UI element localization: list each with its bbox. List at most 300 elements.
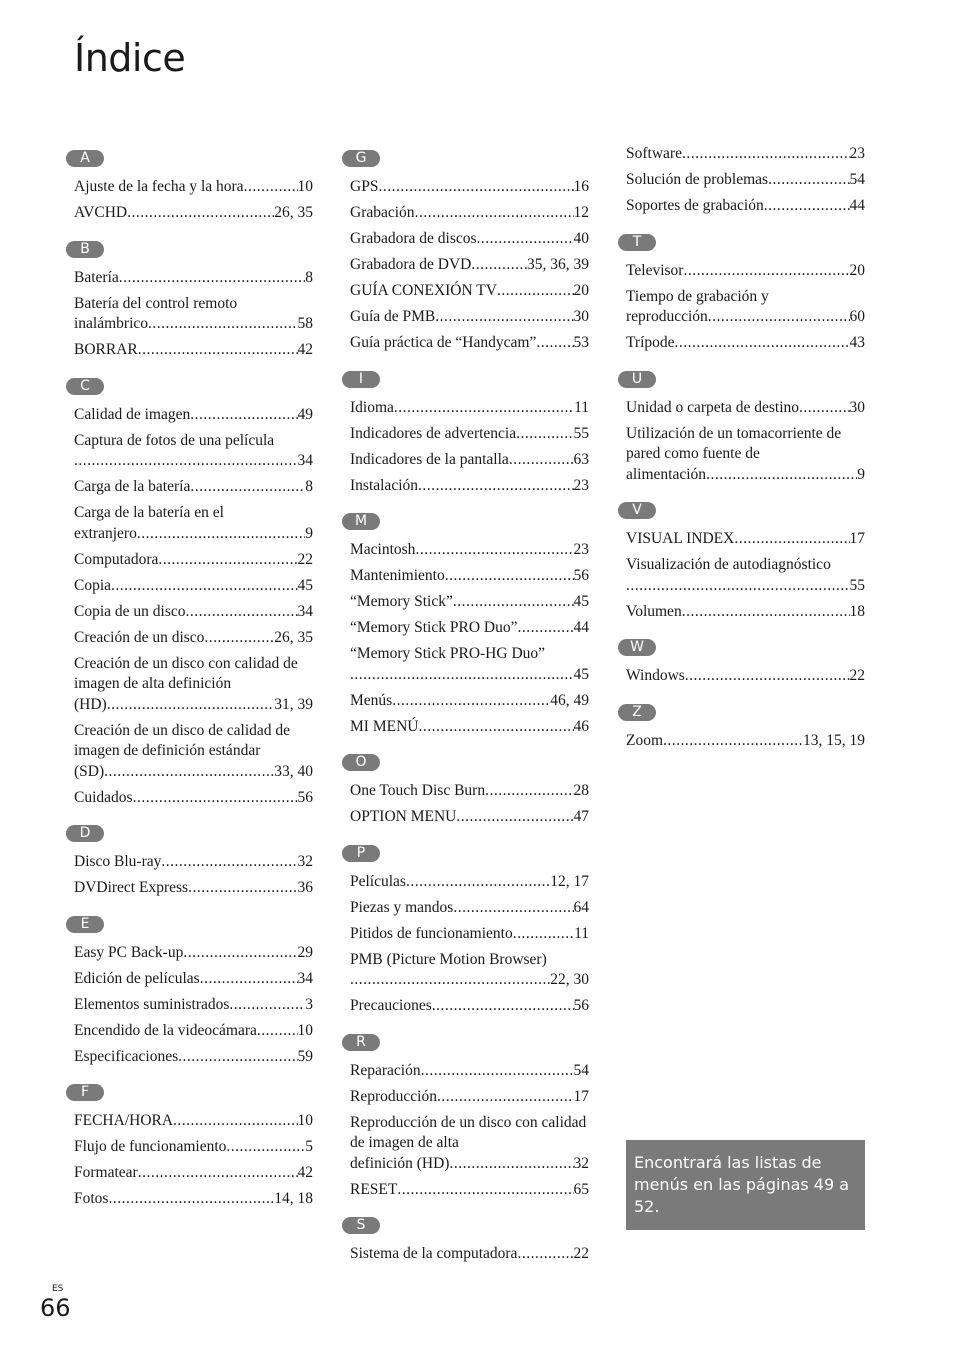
- section-letter-badge: F: [66, 1084, 104, 1101]
- entry-name: Televisor: [626, 261, 684, 279]
- index-entry: [626, 261, 865, 282]
- entry-name: Edición de películas: [74, 969, 200, 987]
- entry-name: “Memory Stick”: [350, 593, 453, 610]
- dot-leader: [378, 177, 573, 198]
- index-entry: [74, 576, 313, 597]
- entry-page-numbers: 32: [297, 853, 313, 870]
- entry-name: Indicadores de advertencia: [350, 424, 517, 442]
- entry-page-numbers: 56: [573, 997, 589, 1014]
- dot-leader: [158, 550, 297, 571]
- dot-leader: [449, 1154, 573, 1175]
- dot-leader: [663, 731, 803, 752]
- entry-name: “Memory Stick PRO-HG Duo”: [350, 645, 546, 662]
- dot-leader: [415, 540, 573, 561]
- entry-page-numbers: 22: [849, 667, 865, 684]
- index-section: [342, 1216, 589, 1265]
- dot-leader: [190, 477, 305, 498]
- dot-leader: [137, 524, 305, 545]
- entry-name: Captura de fotos de una película: [74, 431, 275, 449]
- index-entry: [350, 1180, 589, 1201]
- index-entry: [626, 287, 865, 328]
- entry-name: Elementos suministrados: [74, 995, 230, 1013]
- index-section: [618, 144, 865, 217]
- dot-leader: [706, 465, 857, 486]
- entry-name: Soportes de grabación: [626, 197, 764, 214]
- index-entry: [350, 950, 589, 991]
- entry-page-numbers: 5: [305, 1138, 313, 1155]
- entry-page-numbers: 12: [573, 204, 589, 221]
- dot-leader: [200, 969, 298, 990]
- entry-page-numbers: 55: [573, 424, 589, 442]
- index-entry: [74, 1189, 313, 1210]
- index-entry: [626, 602, 865, 623]
- entry-name: Encendido de la videocámara: [74, 1021, 257, 1039]
- dot-leader: [453, 898, 573, 919]
- entry-name: Utilización de un tomacorriente de pared como fuente de: [626, 424, 842, 462]
- entry-page-numbers: 17: [573, 1087, 589, 1105]
- index-section: [618, 370, 865, 486]
- entry-name: Precauciones: [350, 997, 432, 1014]
- entry-name: Computadora: [74, 550, 159, 568]
- dot-leader: [350, 665, 574, 686]
- index-entry: [350, 592, 589, 613]
- dot-leader: [415, 203, 574, 224]
- entry-page-numbers: 42: [297, 1164, 313, 1181]
- entry-name: inalámbrico: [74, 315, 149, 332]
- dot-leader: [138, 1163, 298, 1184]
- index-entry: [350, 203, 589, 224]
- entry-page-numbers: 60: [849, 308, 865, 325]
- entry-name: Visualización de autodiagnóstico: [626, 556, 831, 573]
- entry-name: Grabadora de discos: [350, 230, 477, 247]
- index-section: [342, 370, 589, 497]
- page-title: Índice: [74, 36, 186, 80]
- index-entry: [74, 788, 313, 809]
- dot-leader: [119, 268, 305, 289]
- index-entry: [350, 1061, 589, 1082]
- entry-page-numbers: 20: [573, 282, 589, 299]
- entry-name: Tiempo de grabación y: [626, 287, 769, 305]
- index-entry: [74, 969, 313, 990]
- index-entry: [626, 424, 865, 486]
- dot-leader: [394, 398, 574, 419]
- index-entry: [626, 731, 865, 752]
- dot-leader: [108, 1189, 274, 1210]
- index-column-2: [342, 149, 589, 1281]
- dot-leader: [127, 203, 274, 224]
- dot-leader: [626, 576, 850, 597]
- entry-name: MI MENÚ: [350, 717, 419, 735]
- entry-page-numbers: 13, 15, 19: [803, 731, 865, 749]
- index-entry: [350, 1113, 589, 1175]
- section-letter-badge: A: [66, 150, 104, 167]
- dot-leader: [173, 1111, 297, 1132]
- dot-leader: [133, 788, 298, 809]
- index-entry: [626, 398, 865, 419]
- entry-page-numbers: 22: [573, 1245, 589, 1262]
- index-entry: [350, 1087, 589, 1108]
- index-entry: [350, 177, 589, 198]
- entry-name: DVDirect Express: [74, 879, 189, 896]
- entry-page-numbers: 56: [297, 788, 313, 806]
- dot-leader: [683, 261, 849, 282]
- entry-name: extranjero: [74, 524, 137, 542]
- index-entry: [350, 924, 589, 945]
- section-letter-badge: P: [342, 845, 380, 862]
- index-entry: [350, 618, 589, 639]
- index-entry: [626, 333, 865, 354]
- dot-leader: [392, 691, 550, 712]
- section-letter-badge: B: [66, 241, 104, 258]
- entry-page-numbers: 34: [297, 452, 313, 469]
- dot-leader: [485, 781, 573, 802]
- entry-name: Unidad o carpeta de destino: [626, 398, 800, 416]
- entry-name: GPS: [350, 178, 379, 195]
- index-entry: [350, 255, 589, 276]
- section-letter-badge: D: [66, 825, 104, 842]
- index-entry: [350, 1244, 589, 1265]
- dot-leader: [768, 170, 849, 191]
- entry-page-numbers: 22, 30: [550, 971, 589, 988]
- entry-name: Grabación: [350, 204, 415, 221]
- dot-leader: [148, 314, 297, 335]
- index-entry: [350, 281, 589, 302]
- index-entry: [350, 898, 589, 919]
- entry-page-numbers: 3: [305, 995, 313, 1013]
- entry-page-numbers: 30: [849, 398, 865, 416]
- dot-leader: [513, 924, 574, 945]
- index-entry: [74, 628, 313, 649]
- index-entry: [350, 424, 589, 445]
- dot-leader: [517, 618, 573, 639]
- entry-name: Creación de un disco: [74, 628, 205, 646]
- dot-leader: [350, 970, 550, 991]
- entry-name: (HD): [74, 695, 107, 713]
- index-section: [66, 915, 313, 1068]
- entry-name: “Memory Stick PRO Duo”: [350, 619, 518, 636]
- entry-name: Guía práctica de “Handycam”: [350, 334, 537, 351]
- index-entry: [626, 529, 865, 550]
- entry-page-numbers: 35, 36, 39: [527, 256, 589, 273]
- dot-leader: [406, 872, 550, 893]
- entry-name: Zoom: [626, 731, 664, 749]
- entry-name: Carga de la batería en el: [74, 504, 224, 521]
- dot-leader: [229, 995, 305, 1016]
- entry-name: reproducción: [626, 308, 708, 325]
- index-entry: [626, 666, 865, 687]
- entry-page-numbers: 11: [574, 398, 589, 416]
- page-number: 66: [40, 1294, 71, 1322]
- index-entry: [74, 852, 313, 873]
- index-entry: [74, 721, 313, 783]
- entry-name: Reproducción de un disco con calidad de imagen de alta: [350, 1113, 587, 1151]
- dot-leader: [764, 196, 850, 217]
- entry-name: Idioma: [350, 398, 394, 416]
- entry-name: Cuidados: [74, 788, 133, 806]
- dot-leader: [456, 807, 573, 828]
- dot-leader: [161, 852, 297, 873]
- entry-name: Reparación: [350, 1061, 421, 1079]
- dot-leader: [421, 1061, 574, 1082]
- index-entry: [74, 177, 313, 198]
- index-entry: [74, 503, 313, 544]
- section-letter-badge: M: [342, 513, 380, 530]
- entry-page-numbers: 32: [573, 1154, 589, 1172]
- index-entry: [350, 807, 589, 828]
- index-section: [66, 240, 313, 361]
- entry-name: Batería del control remoto: [74, 294, 238, 312]
- entry-name: Ajuste de la fecha y la hora: [74, 178, 244, 195]
- entry-name: Especificaciones: [74, 1047, 179, 1065]
- section-letter-badge: E: [66, 916, 104, 933]
- entry-name: Películas: [350, 872, 406, 890]
- section-letter-badge: W: [618, 639, 656, 656]
- entry-name: Copia: [74, 576, 112, 594]
- index-section: [618, 638, 865, 687]
- index-section: [342, 149, 589, 354]
- dot-leader: [418, 717, 573, 738]
- dot-leader: [111, 576, 297, 597]
- entry-page-numbers: 23: [849, 145, 865, 162]
- index-column-3: [618, 144, 865, 767]
- entry-name: BORRAR: [74, 341, 138, 358]
- entry-page-numbers: 43: [849, 334, 865, 351]
- entry-name: Flujo de funcionamiento: [74, 1138, 227, 1155]
- entry-page-numbers: 46: [573, 717, 589, 735]
- entry-page-numbers: 58: [297, 315, 313, 332]
- entry-name: Creación de un disco de calidad de imagen de definición estándar: [74, 721, 291, 759]
- index-entry: [350, 476, 589, 497]
- entry-name: FECHA/HORA: [74, 1112, 174, 1129]
- index-section: [66, 377, 313, 809]
- entry-page-numbers: 40: [573, 230, 589, 247]
- section-letter-badge: I: [342, 371, 380, 388]
- entry-page-numbers: 33, 40: [274, 762, 313, 780]
- entry-page-numbers: 18: [849, 602, 865, 620]
- dot-leader: [74, 451, 298, 472]
- index-entry: [74, 1047, 313, 1068]
- entry-page-numbers: 11: [574, 924, 589, 942]
- entry-page-numbers: 12, 17: [550, 872, 589, 890]
- entry-page-numbers: 45: [573, 665, 589, 683]
- entry-page-numbers: 42: [297, 341, 313, 358]
- section-letter-badge: V: [618, 502, 656, 519]
- index-entry: [350, 644, 589, 685]
- entry-name: OPTION MENU: [350, 808, 457, 825]
- dot-leader: [186, 602, 298, 623]
- index-entry: [74, 995, 313, 1016]
- index-entry: [626, 170, 865, 191]
- entry-name: PMB (Picture Motion Browser): [350, 950, 547, 968]
- entry-name: Piezas y mandos: [350, 898, 454, 916]
- index-section: [342, 844, 589, 1017]
- dot-leader: [188, 878, 297, 899]
- language-code: ES: [52, 1284, 64, 1294]
- section-letter-badge: G: [342, 150, 380, 167]
- index-entry: [626, 555, 865, 596]
- index-entry: [350, 717, 589, 738]
- dot-leader: [183, 943, 297, 964]
- entry-page-numbers: 10: [297, 1021, 313, 1039]
- entry-page-numbers: 56: [573, 567, 589, 584]
- menu-lists-note: Encontrará las listas de menús en las páginas 49 a 52.: [626, 1140, 865, 1230]
- entry-name: Solución de problemas: [626, 171, 769, 188]
- entry-name: Pitidos de funcionamiento: [350, 924, 513, 942]
- dot-leader: [104, 762, 274, 783]
- dot-leader: [516, 424, 573, 445]
- entry-page-numbers: 45: [573, 593, 589, 610]
- entry-name: Fotos: [74, 1190, 109, 1207]
- dot-leader: [190, 405, 297, 426]
- index-section: [66, 149, 313, 224]
- entry-name: AVCHD: [74, 204, 128, 221]
- entry-page-numbers: 9: [305, 524, 313, 542]
- dot-leader: [799, 398, 849, 419]
- index-entry: [350, 872, 589, 893]
- index-entry: [350, 307, 589, 328]
- dot-leader: [244, 177, 298, 198]
- entry-page-numbers: 31, 39: [274, 695, 313, 713]
- dot-leader: [397, 1180, 573, 1201]
- index-section: [618, 703, 865, 752]
- index-entry: [74, 1021, 313, 1042]
- dot-leader: [517, 1244, 573, 1265]
- index-entry: [74, 878, 313, 899]
- entry-page-numbers: 64: [573, 898, 589, 916]
- dot-leader: [477, 229, 574, 250]
- index-entry: [626, 144, 865, 165]
- entry-name: Copia de un disco: [74, 602, 186, 620]
- entry-name: Creación de un disco con calidad de imagen de alta definición: [74, 654, 298, 692]
- dot-leader: [445, 566, 574, 587]
- entry-page-numbers: 44: [573, 619, 589, 636]
- index-section: [342, 753, 589, 828]
- entry-page-numbers: 34: [297, 969, 313, 987]
- entry-name: Volumen: [626, 602, 682, 620]
- entry-page-numbers: 10: [297, 178, 313, 195]
- dot-leader: [107, 695, 275, 716]
- index-entry: [74, 550, 313, 571]
- entry-page-numbers: 30: [573, 308, 589, 325]
- section-letter-badge: S: [342, 1217, 380, 1234]
- dot-leader: [437, 1087, 574, 1108]
- index-entry: [74, 1163, 313, 1184]
- index-entry: [74, 654, 313, 716]
- dot-leader: [497, 281, 574, 302]
- entry-page-numbers: 44: [849, 197, 865, 214]
- entry-name: Indicadores de la pantalla: [350, 450, 509, 468]
- section-letter-badge: C: [66, 378, 104, 395]
- index-entry: [74, 203, 313, 224]
- index-entry: [74, 294, 313, 335]
- dot-leader: [682, 144, 850, 165]
- index-section: [618, 233, 865, 354]
- entry-page-numbers: 54: [573, 1061, 589, 1079]
- entry-page-numbers: 26, 35: [274, 628, 313, 646]
- entry-page-numbers: 45: [297, 576, 313, 594]
- entry-name: RESET: [350, 1180, 398, 1198]
- entry-name: Batería: [74, 268, 119, 286]
- entry-name: Carga de la batería: [74, 478, 191, 495]
- index-entry: [74, 943, 313, 964]
- entry-name: definición (HD): [350, 1154, 450, 1172]
- entry-page-numbers: 55: [849, 576, 865, 594]
- index-section: [342, 512, 589, 737]
- dot-leader: [138, 340, 298, 361]
- entry-page-numbers: 26, 35: [274, 204, 313, 221]
- index-section: [618, 501, 865, 622]
- index-entry: [350, 691, 589, 712]
- entry-page-numbers: 59: [297, 1047, 313, 1065]
- index-entry: [74, 602, 313, 623]
- index-entry: [350, 333, 589, 354]
- dot-leader: [682, 602, 850, 623]
- entry-page-numbers: 23: [573, 476, 589, 494]
- entry-page-numbers: 17: [849, 530, 865, 547]
- entry-name: Software: [626, 145, 682, 162]
- entry-name: (SD): [74, 762, 105, 780]
- dot-leader: [453, 592, 574, 613]
- entry-page-numbers: 53: [573, 334, 589, 351]
- index-column-1: [66, 149, 313, 1226]
- index-section: [66, 824, 313, 899]
- index-entry: [350, 450, 589, 471]
- dot-leader: [734, 529, 849, 550]
- index-entry: [74, 1137, 313, 1158]
- dot-leader: [708, 307, 850, 328]
- index-entry: [74, 477, 313, 498]
- dot-leader: [204, 628, 274, 649]
- dot-leader: [536, 333, 573, 354]
- entry-name: GUÍA CONEXIÓN TV: [350, 282, 497, 299]
- entry-page-numbers: 65: [573, 1180, 589, 1198]
- index-entry: [350, 566, 589, 587]
- entry-page-numbers: 47: [573, 808, 589, 825]
- section-letter-badge: R: [342, 1034, 380, 1051]
- section-letter-badge: U: [618, 371, 656, 388]
- index-entry: [626, 196, 865, 217]
- dot-leader: [432, 996, 574, 1017]
- entry-page-numbers: 36: [297, 879, 313, 896]
- index-entry: [74, 1111, 313, 1132]
- entry-name: One Touch Disc Burn: [350, 782, 486, 799]
- entry-name: Mantenimiento: [350, 567, 445, 584]
- entry-page-numbers: 8: [305, 268, 313, 286]
- index-section: [342, 1033, 589, 1201]
- entry-page-numbers: 8: [305, 478, 313, 495]
- entry-page-numbers: 49: [297, 405, 313, 423]
- entry-name: Sistema de la computadora: [350, 1245, 518, 1262]
- entry-name: Trípode: [626, 334, 675, 351]
- dot-leader: [471, 255, 527, 276]
- section-letter-badge: O: [342, 754, 380, 771]
- dot-leader: [226, 1137, 305, 1158]
- index-entry: [74, 340, 313, 361]
- index-entry: [74, 268, 313, 289]
- entry-name: Windows: [626, 667, 685, 684]
- index-entry: [350, 229, 589, 250]
- entry-page-numbers: 46, 49: [550, 691, 589, 709]
- entry-page-numbers: 14, 18: [274, 1190, 313, 1207]
- index-entry: [350, 540, 589, 561]
- entry-name: Calidad de imagen: [74, 405, 191, 423]
- entry-page-numbers: 10: [297, 1112, 313, 1129]
- entry-name: Reproducción: [350, 1087, 437, 1105]
- dot-leader: [675, 333, 850, 354]
- section-letter-badge: Z: [618, 704, 656, 721]
- entry-page-numbers: 29: [297, 943, 313, 961]
- entry-page-numbers: 9: [857, 465, 865, 483]
